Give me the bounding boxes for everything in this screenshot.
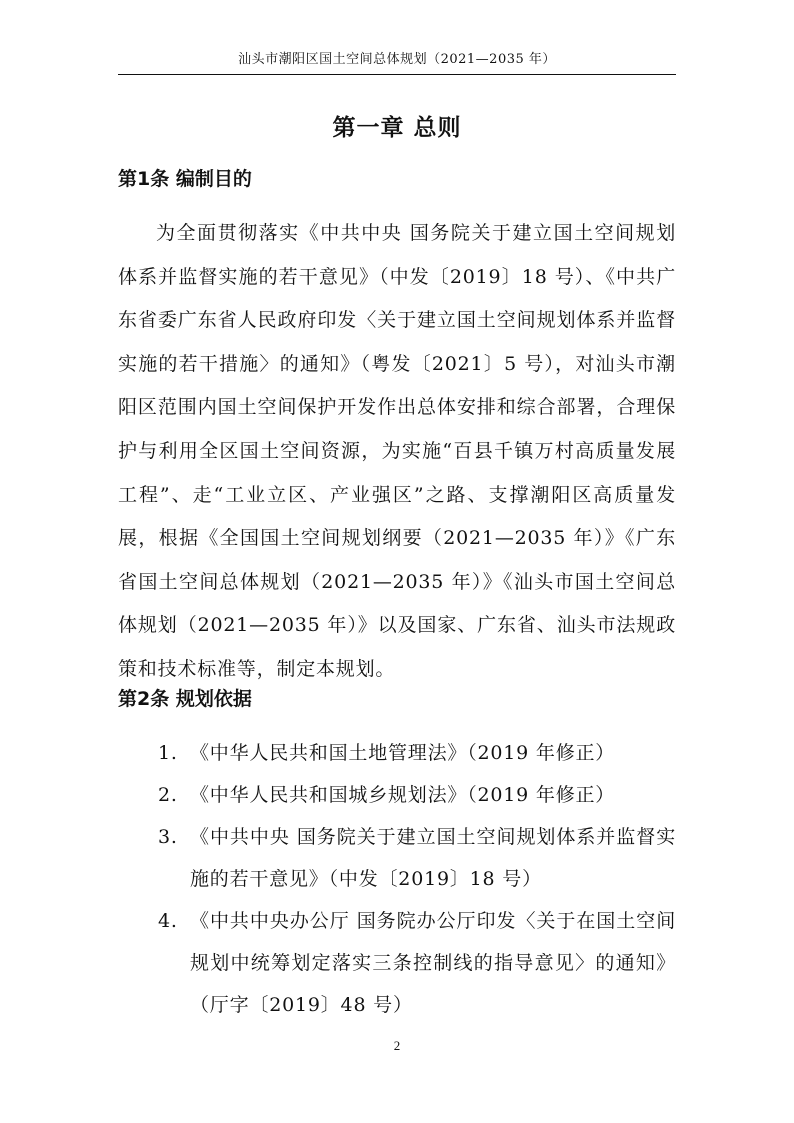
list-item [118,816,676,900]
planning-basis-list [118,732,676,1026]
list-item [118,732,676,774]
list-item-text: 《中华人民共和国城乡规划法》（2019 年修正） [190,784,616,806]
article-1-body: 为全面贯彻落实《中共中央 国务院关于建立国土空间规划体系并监督实施的若干意见》（中发〔2019〕18 号）、《中共广东省委广东省人民政府印发〈关于建立国土空间规划体系并监督实施的若干措施〉的通知》（粤发〔2021〕5 号），对汕头市潮阳区范围内国土空间保护开发作出总体安排和综合部署，合理保护与利用全区国土空间资源，为实施“百县千镇万村高质量发展工程”、走“工业立区、产业强区”之路、支撑潮阳区高质量发展，根据《全国国土空间规划纲要（2021—2035 年）》《广东省国土空间总体规划（2021—2035 年）》《汕头市国土空间总体规划（2021—2035 年）》以及国家、广东省、汕头市法规政策和技术标准等，制定本规划。 [118,222,676,680]
list-item-number: 3. [158,826,178,848]
list-item-text: 《中共中央办公厅 国务院办公厅印发〈关于在国土空间规划中统筹划定落实三条控制线的指导意见〉的通知》（厅字〔2019〕48 号） [190,910,676,1016]
article-2-heading: 第2条 规划依据 [118,688,252,710]
list-item [118,900,676,1026]
list-item-text: 《中华人民共和国土地管理法》（2019 年修正） [190,742,616,764]
list-item-text: 《中共中央 国务院关于建立国土空间规划体系并监督实施的若干意见》（中发〔2019〕18 号） [190,826,676,890]
list-item-number: 4. [158,910,178,932]
list-item-number: 2. [158,784,178,806]
chapter-title: 第一章 总则 [332,115,462,141]
list-item [118,774,676,816]
page-number: 2 [393,1038,401,1053]
header-rule [118,74,676,75]
running-header: 汕头市潮阳区国土空间总体规划（2021—2035 年） [238,52,556,67]
list-item-number: 1. [158,742,178,764]
article-1-heading: 第1条 编制目的 [118,168,252,190]
